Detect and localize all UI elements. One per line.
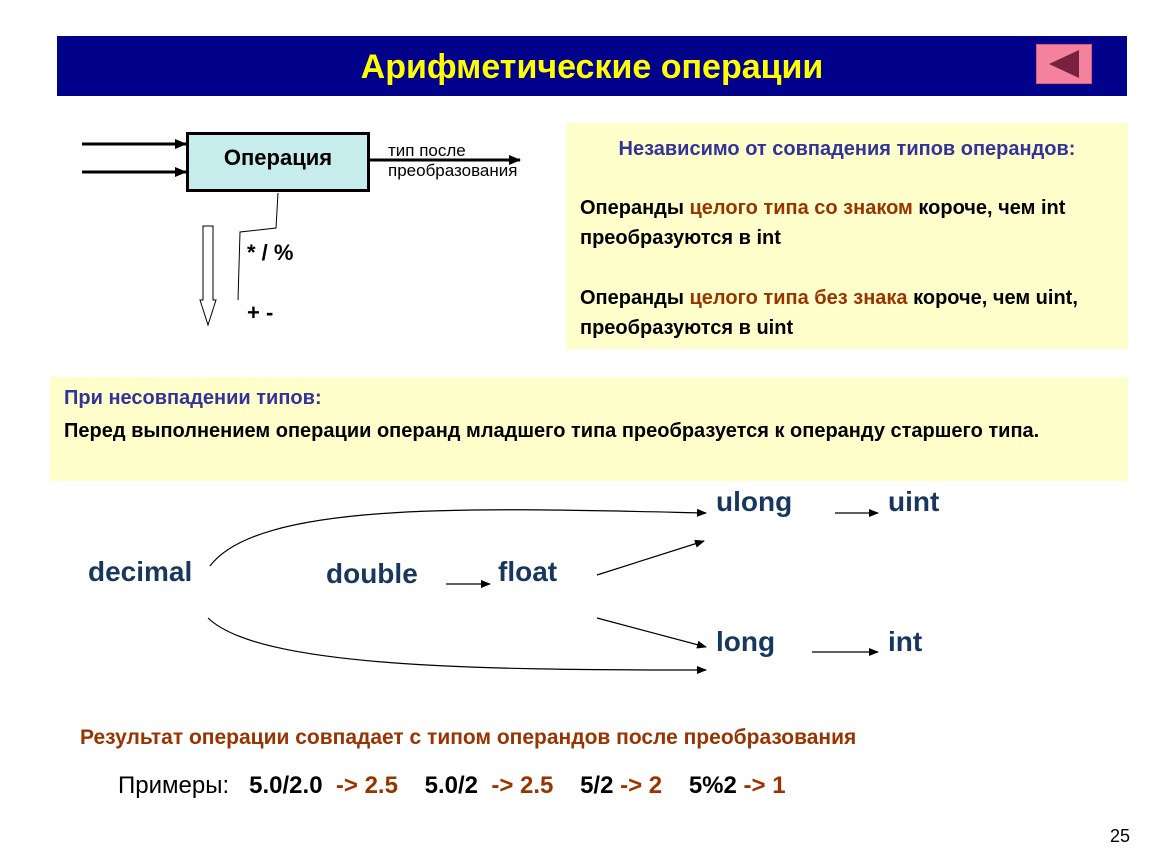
info-unsigned-paragraph [580,283,1120,343]
info-panel [566,123,1128,349]
type-uint: uint [888,486,940,517]
example-result: -> 2.5 [335,772,398,799]
priority-down-arrow [200,226,216,325]
mismatch-body: Перед выполнением операции операнд младшего типа преобразуется к операнду старшего типа. [64,420,1040,442]
info-p1-text-b: короче, чем int преобразуются в int [580,197,1066,249]
info-heading: Независимо от совпадения типов операндов: [618,138,1076,160]
result-type-label: тип после преобразования [388,141,518,180]
arrow-decimal-long [208,618,706,670]
mismatch-heading: При несовпадении типов: [64,387,322,409]
info-p2-text-a: Операнды [580,287,690,309]
example-expr: 5/2 [580,772,614,799]
slide-number: 25 [1110,826,1131,846]
type-int: int [888,626,923,657]
example-expr: 5.0/2.0 [249,772,323,799]
info-p2-highlight: целого типа без знака [689,287,908,309]
type-long: long [716,626,776,657]
arrow-float-long [597,618,706,647]
example-expr: 5.0/2 [424,772,478,799]
priority-low-label: + - [247,300,274,325]
examples-label: Примеры: [118,772,230,799]
example-result: -> 2.5 [491,772,554,799]
result-note: Результат операции совпадает с типом операндов после преобразования [80,726,857,749]
info-p1-highlight: целого типа со знаком [689,197,913,219]
type-float: float [498,556,558,587]
type-decimal: decimal [88,556,193,587]
operation-box: Операция [186,132,370,192]
arrow-decimal-ulong [210,510,706,566]
examples-line [118,770,786,802]
example-expr: 5%2 [688,772,737,799]
mismatch-panel [50,377,1128,481]
slide-title: Арифметические операции [360,48,824,86]
priority-high-label: * / % [247,240,294,265]
info-p1-text-a: Операнды [580,197,690,219]
arrow-float-ulong [597,541,704,575]
example-result: -> 2 [620,772,663,799]
example-result: -> 1 [743,772,786,799]
type-ulong: ulong [716,486,793,517]
info-p2-text-b: короче, чем uint, преобразуются в uint [580,287,1078,339]
info-signed-paragraph [580,193,1120,253]
type-double: double [326,558,418,589]
